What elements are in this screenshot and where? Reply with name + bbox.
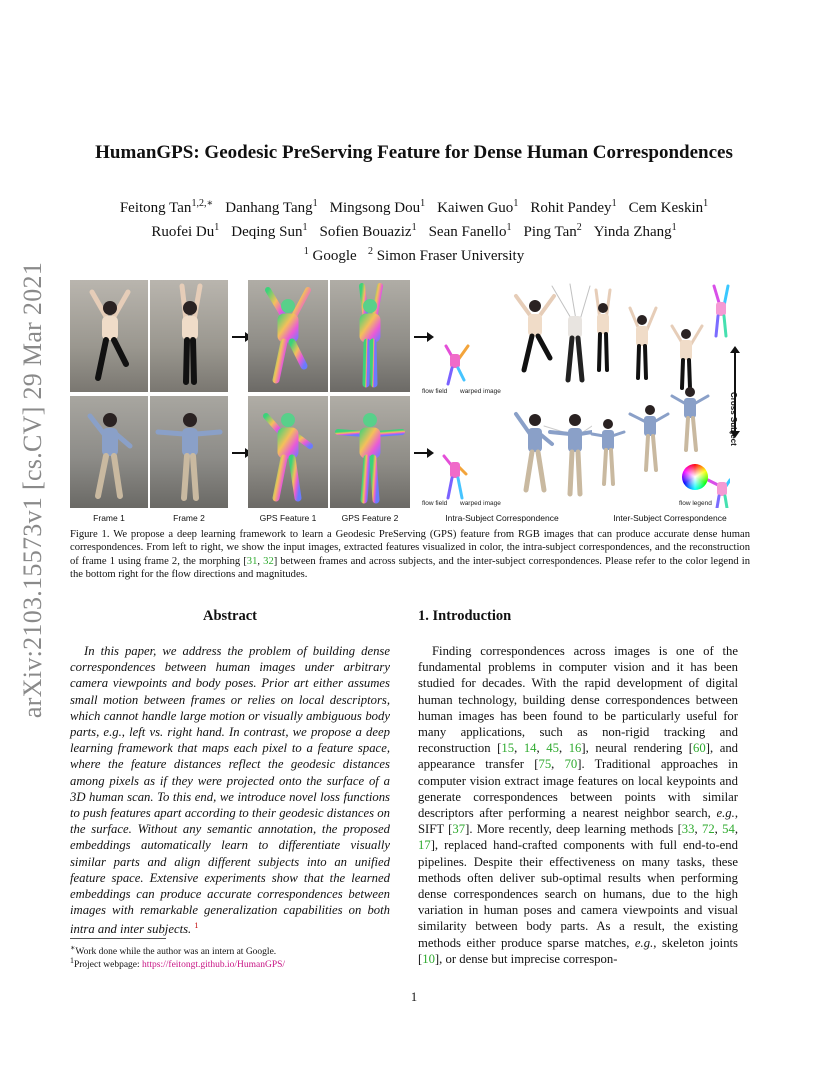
authors-line-1 [60,194,768,218]
citation-link[interactable]: 72 [701,822,715,837]
introduction-body [418,643,738,967]
citation-link[interactable]: 54 [722,822,735,837]
teaser-figure [70,280,750,523]
warped-image-label-row1: warped image [460,388,501,395]
citation-link[interactable]: 70 [564,757,578,772]
gps-feature1-row2 [248,396,328,508]
warped-image-label-row2: warped image [460,500,501,507]
frame2-row2-photo [150,396,228,508]
gps-feature2-row2 [330,396,410,508]
abstract-body: In this paper, we address the problem of building dense correspondences between human images under arbitrary camera viewpoints and body poses. Prior art either assumes small motion between frames or relies on local descriptors, which cannot handle large motion or visually ambiguous body parts, e.g., left vs. right hand. In contrast, we propose a deep learning framework that maps each pixel to a feature space, where the feature distances reflect the geodesic distances among pixels as if they were projected onto the surface of a 3D human scan. To this end, we introduce novel loss functions to push features apart according to their geodesic distances on the surface. Without any semantic annotation, the proposed embeddings automatically learn to differentiate visually similar parts and align different subjects into an unified feature space. Extensive experiments show that the learned embeddings can produce accurate correspondences between images with remarkable generalization capabilities on both intra and inter subjects. $^1$ [70,644,390,937]
abstract-heading: Abstract [203,608,257,624]
footnote-rule [70,938,166,939]
authors-line-2 [60,218,768,242]
arrow-right-icon [232,452,248,454]
citation-link[interactable]: 16 [568,741,582,756]
footnote-1: ∗Work done while the author was an intern at Google. [70,943,277,958]
author-name: Sean Fanello$^1$ [428,222,512,240]
citation-link[interactable]: 14 [523,741,537,756]
arrow-right-icon [414,452,430,454]
col-label-inter: Inter-Subject Correspondence [613,513,727,523]
page-number: 1 [410,990,418,1004]
author-name: Feitong Tan$^{1,2,∗}$ [119,198,214,216]
paper-title: HumanGPS: Geodesic PreServing Feature for Dense Human Correspondences [95,142,733,163]
citation-link[interactable]: 60 [693,741,706,756]
citation-link[interactable]: 33 [681,822,695,837]
col-label-gps2: GPS Feature 2 [341,513,399,523]
cross-subject-label: Cross Subject [729,392,738,446]
author-name: Kaiwen Guo$^1$ [437,198,519,216]
author-name: Sofien Bouaziz$^1$ [319,222,417,240]
footnote-2: $^1$Project webpage: https://feitongt.github.io/HumanGPS/ [70,956,286,971]
citation-link[interactable]: 75 [538,757,552,772]
citation-link[interactable]: 32 [263,555,274,567]
frame1-row2-photo [70,396,148,508]
citation-link[interactable]: 10 [422,951,435,966]
author-block [60,194,768,266]
author-name: Rohit Pandey$^1$ [530,198,617,216]
flow-field-label-row1: flow field [422,388,448,395]
inter-subject-row2 [590,374,730,508]
introduction-paragraph: Finding correspondences across images is one of the fundamental problems in computer vision and it has been studied for decades. With the rapid development of digital human technology, building dense correspondences between human images has been found to be particularly useful for many applications, such as non-rigid tracking and reconstruction [15, 14, 45, 16], neural rendering [60], and appearance transfer [75, 70]. Traditional approaches in computer vision extract image features on local keypoints and generate correspondences between points with similar descriptors after performing a nearest neighbor search, e.g., SIFT [37]. More recently, deep learning methods [33, 72, 54, 17], replaced hand-crafted components with full end-to-end pipelines. Despite their effectiveness on many tasks, these methods often deliver sub-optimal results when performing dense correspondences search on humans, due to the high variation in human poses and camera viewpoints and visual similarity between body parts. As a result, the existing methods either produce sparse matches, e.g., skeleton joints [10], or dense but imprecise correspon- [418,644,739,966]
col-label-frame2: Frame 2 [173,513,205,523]
author-name: Cem Keskin$^1$ [628,198,709,216]
figure-caption: Figure 1. We propose a deep learning framework to learn a Geodesic PreServing (GPS) feature from RGB images that can produce accurate dense human correspondences. From left to right, we show the input images, extracted features visualized in color, the intra-subject correspondences, and the reconstruction of frame 1 using frame 2, the morphing [31, 32] between frames and across subjects, and the inter-subject correspondences. Please refer to the color legend in the bottom right for the flow directions and magnitudes. [70,529,751,581]
flow-legend-color-wheel [682,464,708,490]
arxiv-sidebar-stamp [10,261,56,719]
arrow-right-icon [232,336,248,338]
flow-field-label-row2: flow field [422,500,448,507]
intra-subject-row2 [432,396,592,508]
col-label-gps1: GPS Feature 1 [259,513,317,523]
footnote-link[interactable]: 1 [194,921,199,931]
frame2-row1-photo [150,280,228,392]
frame1-row1-photo [70,280,148,392]
citation-link[interactable]: 17 [418,838,431,853]
arrow-right-icon [414,336,430,338]
citation-link[interactable]: 31 [246,555,258,567]
affiliations: $^1$ Google $^2$ Simon Fraser University [303,246,525,264]
project-webpage-link[interactable]: https://feitongt.github.io/HumanGPS/ [142,960,286,971]
intra-subject-row1 [432,280,592,392]
citation-link[interactable]: 45 [546,741,559,756]
author-name: Danhang Tang$^1$ [225,198,318,216]
col-label-frame1: Frame 1 [93,513,125,523]
gps-feature2-row1 [330,280,410,392]
gps-feature1-row1 [248,280,328,392]
author-name: Yinda Zhang$^1$ [593,222,677,240]
col-label-intra: Intra-Subject Correspondence [445,513,559,523]
introduction-heading: 1. Introduction [418,608,512,624]
citation-link[interactable]: 37 [452,822,466,837]
author-name: Ping Tan$^2$ [523,222,582,240]
author-name: Deqing Sun$^1$ [231,222,308,240]
author-name: Ruofei Du$^1$ [151,222,220,240]
flow-legend-label: flow legend [679,500,712,507]
author-name: Mingsong Dou$^1$ [329,198,426,216]
arxiv-id: arXiv:2103.15573v1 [cs.CV] 29 Mar 2021 [18,261,47,719]
citation-link[interactable]: 15 [501,741,515,756]
